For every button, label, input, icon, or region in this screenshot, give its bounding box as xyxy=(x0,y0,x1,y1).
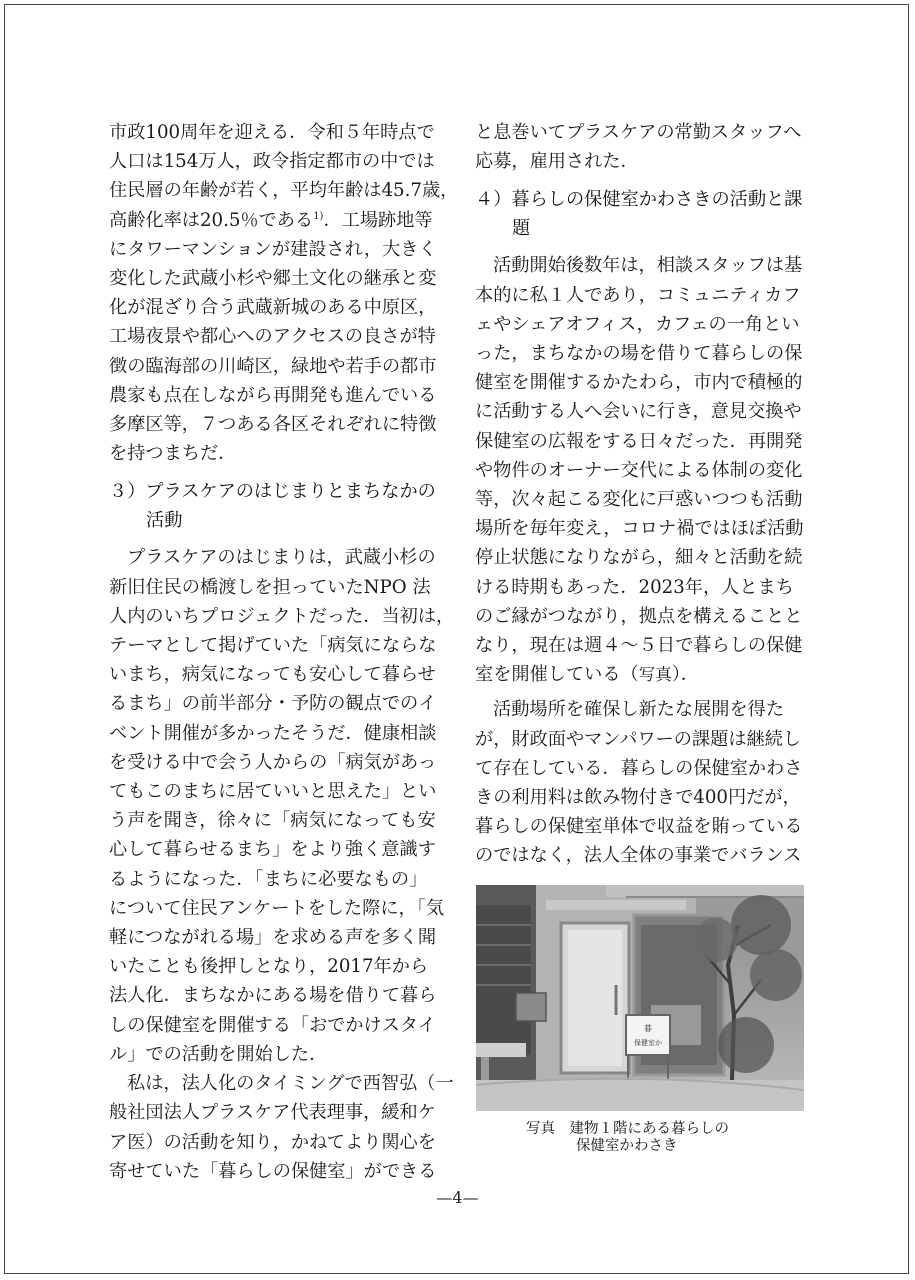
text-line: るまち」の前半部分・予防の観点でのイ xyxy=(109,693,437,715)
text-line: 本的に私１人であり，コミュニティカフ xyxy=(475,284,801,306)
text-line: のご縁がつながり，拠点を構えることと xyxy=(475,605,803,627)
right-column xyxy=(475,118,805,871)
text-line: なり，現在は週４～５日で暮らしの保健 xyxy=(475,635,803,657)
text-line: 法人化．まちなかにある場を借りて暮ら xyxy=(109,985,437,1007)
section-heading-3 xyxy=(109,477,439,535)
photo-illustration xyxy=(476,885,804,1111)
sign-text: 保健室か xyxy=(634,1039,662,1047)
section-heading-4 xyxy=(475,185,805,243)
text-line: を持つまちだ． xyxy=(109,443,237,465)
text-line: 新旧住民の橋渡しを担っていたNPO 法 xyxy=(109,576,431,598)
text-line: 等，次々起こる変化に戸惑いつつも活動 xyxy=(475,489,803,511)
heading-line: ３）プラスケアのはじまりとまちなかの xyxy=(109,481,436,503)
paragraph-activities xyxy=(475,251,805,689)
text-line: 停止状態になりながら，細々と活動を続 xyxy=(475,547,803,569)
text-fragment: ．工場跡地等 xyxy=(323,209,433,231)
text-line: 活動場所を確保し新たな展開を得た xyxy=(493,699,785,721)
text-line: う声を聞き，徐々に「病気になっても安 xyxy=(109,810,436,832)
text-line: 人口は154万人，政令指定都市の中では xyxy=(109,151,435,173)
text-line: ア医）の活動を知り，かねてより関心を xyxy=(109,1131,436,1153)
text-line: 市政100周年を迎える．令和５年時点で xyxy=(109,122,435,143)
text-line: のではなく，法人全体の事業でバランス xyxy=(475,845,802,867)
text-line: 工場夜景や都心へのアクセスの良さが特 xyxy=(109,326,436,348)
text-line: 般社団法人プラスケア代表理事，緩和ケ xyxy=(109,1102,436,1124)
text-line: ける時期もあった．2023年，人とまち xyxy=(475,576,794,598)
text-line: ェやシェアオフィス，カフェの一角とい xyxy=(475,313,800,335)
text-line: 農家も点在しながら再開発も進んでいる xyxy=(109,384,437,406)
text-line: いたことも後押しとなり，2017年から xyxy=(109,956,429,978)
text-line-with-reference xyxy=(109,206,439,235)
text-line: 心して暮らせるまち」をより強く意識す xyxy=(109,839,436,861)
text-line: に活動する人へ会いに行き，意見交換や xyxy=(475,401,802,423)
text-line: いまち，病気になっても安心して暮らせ xyxy=(109,664,436,686)
text-line: が，財政面やマンパワーの課題は継続し xyxy=(475,728,802,750)
paragraph-city-overview xyxy=(109,118,459,468)
text-line: 人内のいちプロジェクトだった．当初は， xyxy=(109,605,455,627)
text-line: にタワーマンションが建設され，大きく xyxy=(109,238,437,260)
text-line: るようになった．「まちに必要なもの」 xyxy=(109,868,428,890)
heading-line: 題 xyxy=(512,218,531,240)
text-line-with-photo-ref xyxy=(475,660,805,689)
text-line: てもこのまちに居ていいと思えた」とい xyxy=(109,781,437,803)
photo-caption xyxy=(476,1121,804,1155)
text-fragment: 室を開催している（ xyxy=(475,664,639,686)
text-line: 化が混ざり合う武蔵新城のある中原区， xyxy=(109,297,437,319)
text-line: を受ける中で会う人からの「病気があっ xyxy=(109,751,437,773)
text-line: 暮らしの保健室単体で収益を賄っている xyxy=(475,816,803,838)
text-line: と息巻いてプラスケアの常勤スタッフへ xyxy=(475,122,802,143)
text-line: 軽につながれる場」を求める声を多く聞 xyxy=(109,927,437,949)
heading-line: 活動 xyxy=(146,510,183,532)
text-line: ル」での活動を開始した． xyxy=(109,1043,328,1065)
text-line: 変化した武蔵小杉や郷土文化の継承と変 xyxy=(109,268,437,290)
text-line: きの利用料は飲み物付きで400円だが， xyxy=(475,787,801,809)
text-line: 健室を開催するかたわら，市内で積極的 xyxy=(475,372,803,394)
text-line: ベント開催が多かったそうだ．健康相談 xyxy=(109,722,437,744)
text-line: 住民層の年齢が若く，平均年齢は45.7歳， xyxy=(109,180,459,202)
text-line: 活動開始後数年は，相談スタッフは基 xyxy=(493,255,803,277)
building-entrance-photo xyxy=(476,885,804,1111)
reference-mark: 1) xyxy=(313,210,324,222)
text-line: プラスケアのはじまりは，武蔵小杉の xyxy=(127,547,436,569)
photo-reference: 写真 xyxy=(638,665,672,685)
text-line: 場所を毎年変え，コロナ禍ではほぼ活動 xyxy=(475,518,804,540)
page-number: —4— xyxy=(436,1188,479,1207)
text-line: テーマとして掲げていた「病気にならな xyxy=(109,635,437,657)
text-fragment: 高齢化率は20.5％である xyxy=(109,209,314,231)
text-fragment: ）． xyxy=(671,664,699,686)
sign-text: 暮 xyxy=(644,1024,652,1033)
paragraph-author-joining xyxy=(109,1069,454,1186)
text-line: 保健室の広報をする日々だった．再開発 xyxy=(475,430,803,452)
caption-line: 写真 建物１階にある暮らしの xyxy=(526,1121,729,1137)
caption-line: 保健室かわさき xyxy=(576,1138,678,1154)
text-line: 寄せていた「暮らしの保健室」ができる xyxy=(109,1160,437,1182)
text-line: や物件のオーナー交代による体制の変化 xyxy=(475,459,803,481)
text-line: て存在している．暮らしの保健室かわさ xyxy=(475,757,803,779)
paragraph-continued xyxy=(475,118,805,176)
text-line: 多摩区等，７つある各区それぞれに特徴 xyxy=(109,414,437,436)
text-line: しの保健室を開催する「おでかけスタイ xyxy=(109,1014,436,1036)
text-line: について住民アンケートをした際に，「気 xyxy=(109,897,445,919)
paragraph-pluscare-origin xyxy=(109,543,455,1069)
left-column xyxy=(109,118,459,1186)
heading-line: ４）暮らしの保健室かわさきの活動と課 xyxy=(475,189,803,211)
text-line: 私は，法人化のタイミングで西智弘（一 xyxy=(127,1073,454,1095)
text-line: 応募，雇用された． xyxy=(475,151,639,173)
paragraph-challenges xyxy=(475,695,805,870)
text-line: った，まちなかの場を借りて暮らしの保 xyxy=(475,343,803,365)
text-line: 徴の臨海部の川崎区，緑地や若手の都市 xyxy=(109,355,437,377)
